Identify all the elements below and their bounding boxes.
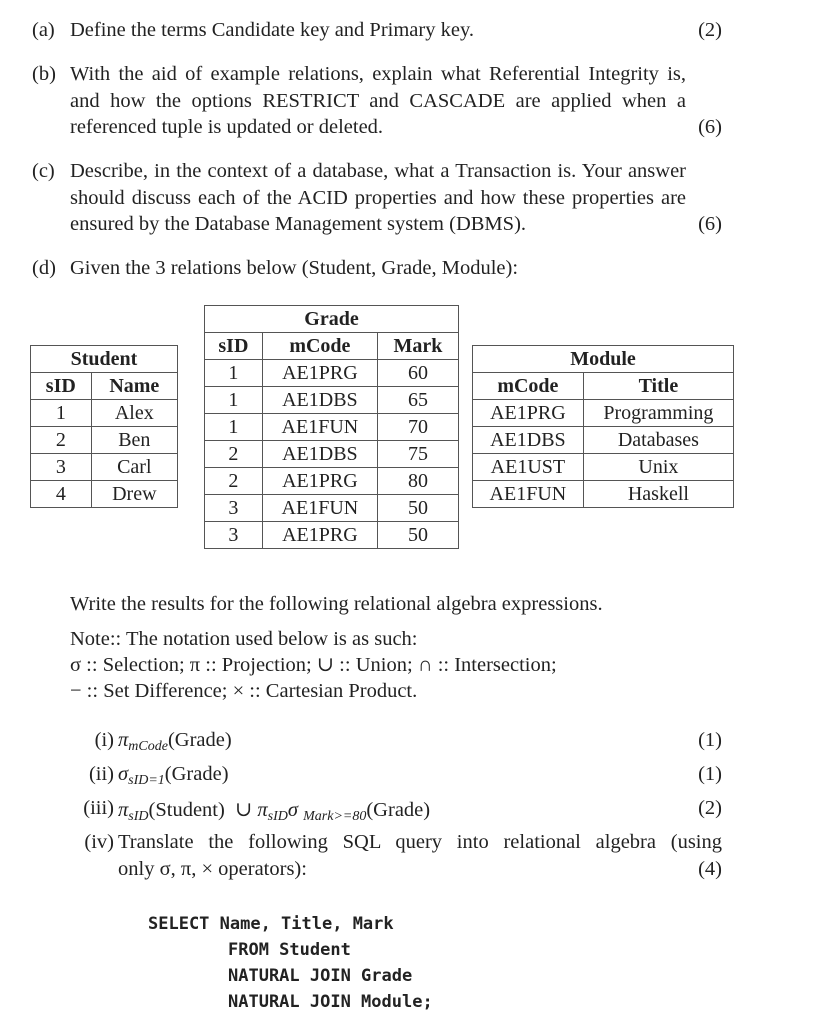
part-iii-label: (iii): [83, 797, 114, 819]
question-b-marks: (6): [698, 116, 722, 138]
table-cell: AE1DBS: [262, 441, 377, 468]
relation-arg: (Grade): [164, 763, 229, 785]
table-cell: AE1FUN: [473, 481, 584, 508]
relation-arg: (Grade): [366, 799, 431, 821]
table-cell: 2: [31, 427, 92, 454]
sql-line-4: NATURAL JOIN Module;: [228, 992, 433, 1012]
module-table: [472, 345, 734, 508]
table-cell: AE1DBS: [262, 387, 377, 414]
grade-col-mark: Mark: [377, 333, 458, 360]
table-cell: AE1FUN: [262, 414, 377, 441]
projection-symbol: π: [118, 799, 129, 821]
question-c-text: Describe, in the context of a database, what a Transaction is. Your answer should discuss each of the ACID properties and how these properties are ensured by the Database Management system (DBMS).: [70, 160, 686, 235]
table-cell: 60: [377, 360, 458, 387]
student-table: [30, 345, 178, 508]
module-col-title: Title: [583, 373, 733, 400]
table-cell: 1: [205, 360, 263, 387]
table-cell: Drew: [91, 481, 177, 508]
part-i-expression: [118, 729, 232, 755]
table-row: [205, 387, 459, 414]
table-cell: 75: [377, 441, 458, 468]
instruction-note2: σ :: Selection; π :: Projection; ∪ :: Union; ∩ :: Intersection;: [70, 654, 557, 676]
union-symbol: ∪: [235, 799, 253, 821]
projection-symbol: π: [257, 799, 268, 821]
part-iii-marks: (2): [698, 797, 722, 819]
table-cell: 1: [31, 400, 92, 427]
table-cell: AE1FUN: [262, 495, 377, 522]
table-cell: 50: [377, 522, 458, 549]
question-c-label: (c): [32, 160, 55, 182]
module-col-mcode: mCode: [473, 373, 584, 400]
table-cell: 70: [377, 414, 458, 441]
instruction-note3: − :: Set Difference; × :: Cartesian Product.: [70, 680, 418, 702]
student-col-sid: sID: [31, 373, 92, 400]
table-cell: 50: [377, 495, 458, 522]
table-cell: AE1PRG: [262, 522, 377, 549]
part-i-marks: (1): [698, 729, 722, 751]
table-row: [31, 427, 178, 454]
question-d-text: Given the 3 relations below (Student, Grade, Module):: [70, 257, 519, 279]
question-a-marks: (2): [698, 19, 722, 41]
selection-symbol: σ: [118, 763, 129, 785]
table-row: [205, 441, 459, 468]
table-row: [205, 414, 459, 441]
part-iv-line1: Translate the following SQL query into relational algebra (using: [118, 831, 722, 853]
table-cell: Ben: [91, 427, 177, 454]
grade-table-title: Grade: [205, 306, 459, 333]
table-cell: 3: [205, 522, 263, 549]
table-row: [473, 400, 734, 427]
table-cell: AE1PRG: [262, 360, 377, 387]
table-row: [473, 454, 734, 481]
table-cell: 1: [205, 414, 263, 441]
part-iv-marks: (4): [698, 858, 722, 880]
module-table-title: Module: [473, 346, 734, 373]
student-table-title: Student: [31, 346, 178, 373]
question-c-marks: (6): [698, 213, 722, 235]
part-ii-label: (ii): [88, 763, 114, 785]
question-b-label: (b): [32, 63, 56, 85]
question-a-text: Define the terms Candidate key and Primary key.: [70, 19, 474, 41]
table-row: [205, 468, 459, 495]
part-i-label: (i): [94, 729, 114, 751]
part-iv-line2: only σ, π, × operators):: [118, 858, 307, 880]
table-cell: Databases: [583, 427, 733, 454]
sql-line-3: NATURAL JOIN Grade: [228, 966, 413, 986]
subscript: sID: [128, 809, 149, 824]
part-ii-expression: [118, 763, 229, 789]
instruction-write: Write the results for the following relational algebra expressions.: [70, 593, 603, 615]
question-b-text: With the aid of example relations, explain what Referential Integrity is, and how the options RESTRICT and CASCADE are applied when a referenced tuple is updated or deleted.: [70, 63, 686, 138]
table-row: [473, 427, 734, 454]
table-row: [31, 454, 178, 481]
table-row: [205, 522, 459, 549]
table-cell: Programming: [583, 400, 733, 427]
selection-symbol: σ: [287, 799, 299, 821]
table-cell: Haskell: [583, 481, 733, 508]
sql-line-1: SELECT Name, Title, Mark: [148, 914, 394, 934]
subscript: sID=1: [128, 773, 165, 788]
question-c: [32, 158, 722, 238]
table-cell: 80: [377, 468, 458, 495]
table-row: [473, 481, 734, 508]
table-cell: AE1DBS: [473, 427, 584, 454]
table-cell: AE1UST: [473, 454, 584, 481]
table-cell: Alex: [91, 400, 177, 427]
table-row: [31, 400, 178, 427]
grade-col-sid: sID: [205, 333, 263, 360]
part-iii-expression: [118, 797, 430, 825]
subscript: mCode: [128, 739, 168, 754]
table-cell: AE1PRG: [262, 468, 377, 495]
table-cell: 1: [205, 387, 263, 414]
instruction-note1: Note:: The notation used below is as such:: [70, 628, 418, 650]
table-cell: 3: [31, 454, 92, 481]
question-b: [32, 61, 722, 141]
subscript: Mark>=80: [303, 809, 367, 824]
question-d-label: (d): [32, 257, 56, 279]
table-cell: Unix: [583, 454, 733, 481]
grade-table: [204, 305, 459, 549]
table-cell: 65: [377, 387, 458, 414]
student-col-name: Name: [91, 373, 177, 400]
grade-col-mcode: mCode: [262, 333, 377, 360]
table-row: [31, 481, 178, 508]
table-row: [205, 360, 459, 387]
table-cell: 3: [205, 495, 263, 522]
relation-arg: (Grade): [167, 729, 232, 751]
table-cell: AE1PRG: [473, 400, 584, 427]
part-iv: [80, 831, 722, 891]
part-ii-marks: (1): [698, 763, 722, 785]
question-a: [32, 17, 722, 44]
table-cell: 2: [205, 441, 263, 468]
table-cell: 2: [205, 468, 263, 495]
question-d: [32, 255, 722, 282]
subscript: sID: [267, 809, 288, 824]
projection-symbol: π: [118, 729, 129, 751]
part-iv-label: (iv): [84, 831, 114, 853]
table-cell: Carl: [91, 454, 177, 481]
sql-line-2: FROM Student: [228, 940, 351, 960]
table-cell: 4: [31, 481, 92, 508]
relation-arg: (Student): [148, 799, 225, 821]
table-row: [205, 495, 459, 522]
question-a-label: (a): [32, 19, 55, 41]
